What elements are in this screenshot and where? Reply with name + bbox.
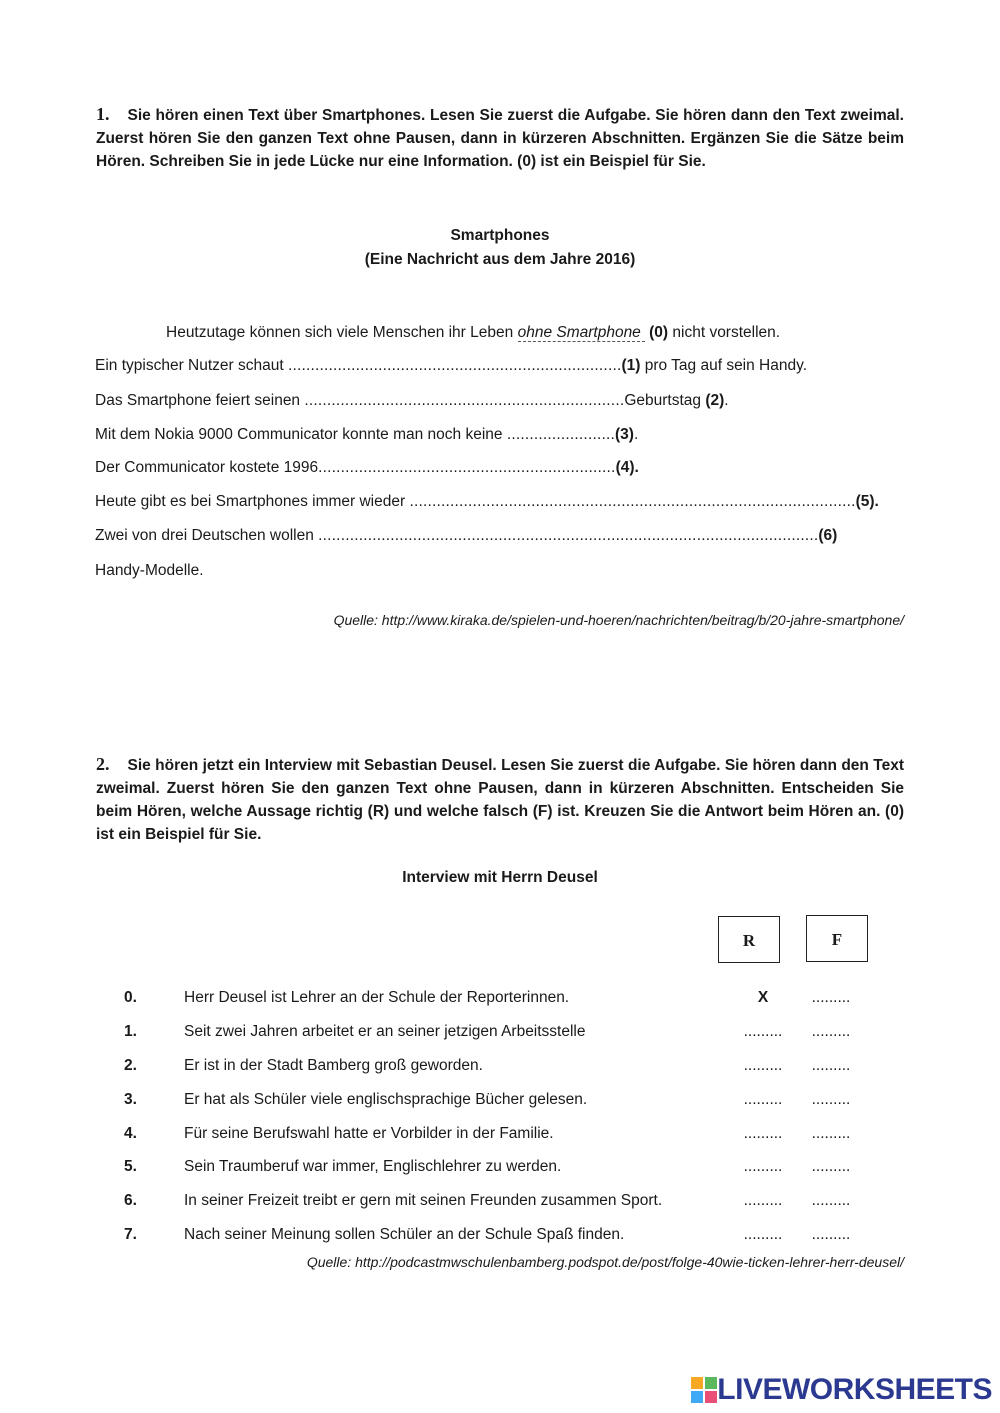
section2-number: 2. <box>96 754 110 774</box>
example-sentence: Heutzutage können sich viele Menschen ihr Leben ohne Smartphone (0) nicht vorstellen. <box>166 324 781 341</box>
gap-3-input[interactable]: ........................ <box>506 426 615 443</box>
answer-r[interactable]: ......... <box>743 1057 783 1074</box>
section1-subtitle: (Eine Nachricht aus dem Jahre 2016) <box>364 251 636 268</box>
section2-instruction-text: Sie hören jetzt ein Interview mit Sebastian Deusel. Lesen Sie zuerst die Aufgabe. Sie hören dann den Text zweimal. Zuerst hören Sie den ganzen Text ohne Pausen, dann in kürzeren Abschnitten. Entscheiden Sie beim Hören, welche Aussage richtig (R) und welche falsch (F) ist. Kreuzen Sie die Antwort beim Hören an. (0) ist ein Beispiel für Sie. <box>96 757 904 843</box>
answer-r[interactable]: ......... <box>743 1091 783 1108</box>
gap-line-4: Der Communicator kostete 1996..................................................................(4). <box>95 459 639 476</box>
section2-instructions <box>96 753 904 846</box>
column-header-f: F <box>806 915 868 962</box>
gap-line-6: Zwei von drei Deutschen wollen ...............................................................................................................(6) <box>95 527 838 544</box>
statement-row: 1. Seit zwei Jahren arbeitet er an seiner jetzigen Arbeitsstelle ......... ......... <box>0 1023 1000 1047</box>
liveworksheets-logo <box>691 1373 992 1407</box>
answer-r[interactable]: ......... <box>743 1023 783 1040</box>
gap-line-1: Ein typischer Nutzer schaut ..........................................................................(1) pro Tag auf sein Handy. <box>95 357 808 374</box>
answer-f[interactable]: ......... <box>811 1091 851 1108</box>
gap-5-input[interactable]: ................................................................................................... <box>409 493 856 510</box>
answer-f[interactable]: ......... <box>811 1158 851 1175</box>
answer-f[interactable]: ......... <box>811 1057 851 1074</box>
statement-row: 7. Nach seiner Meinung sollen Schüler an der Schule Spaß finden. ......... ......... <box>0 1226 1000 1250</box>
gap-6-input[interactable]: ............................................................................................................... <box>318 527 819 544</box>
answer-f[interactable]: ......... <box>811 1226 851 1243</box>
example-answer: ohne Smartphone <box>518 324 645 342</box>
gap-line-6-continuation: Handy-Modelle. <box>95 562 204 579</box>
statement-row: 3. Er hat als Schüler viele englischsprachige Bücher gelesen. ......... ......... <box>0 1091 1000 1115</box>
statement-row: 2. Er ist in der Stadt Bamberg groß geworden. ......... ......... <box>0 1057 1000 1081</box>
answer-r[interactable]: ......... <box>743 1158 783 1175</box>
section1-number: 1. <box>96 104 110 124</box>
liveworksheets-logo-text: LIVEWORKSHEETS <box>717 1373 992 1406</box>
section1-source: Quelle: http://www.kiraka.de/spielen-und-hoeren/nachrichten/beitrag/b/20-jahre-smartphone/ <box>333 612 904 628</box>
answer-r[interactable]: ......... <box>743 1125 783 1142</box>
answer-f[interactable]: ......... <box>811 1125 851 1142</box>
section2-title: Interview mit Herrn Deusel <box>402 869 598 886</box>
answer-r[interactable]: X <box>757 989 769 1006</box>
gap-line-3: Mit dem Nokia 9000 Communicator konnte man noch keine ........................(3). <box>95 426 639 443</box>
statement-row: 4. Für seine Berufswahl hatte er Vorbilder in der Familie. ......... ......... <box>0 1125 1000 1149</box>
section1-instruction-text: Sie hören einen Text über Smartphones. Lesen Sie zuerst die Aufgabe. Sie hören dann den Text zweimal. Zuerst hören Sie den ganzen Text ohne Pausen, dann in kürzeren Abschnitten. Ergänzen Sie die Sätze beim Hören. Schreiben Sie in jede Lücke nur eine Information. (0) ist ein Beispiel für Sie. <box>96 107 904 170</box>
liveworksheets-logo-icon <box>691 1377 717 1403</box>
answer-f[interactable]: ......... <box>811 1023 851 1040</box>
gap-4-input[interactable]: .................................................................. <box>318 459 616 476</box>
statement-row: 5. Sein Traumberuf war immer, Englischlehrer zu werden. ......... ......... <box>0 1158 1000 1182</box>
section1-instructions <box>96 103 904 173</box>
answer-r[interactable]: ......... <box>743 1192 783 1209</box>
section2-source: Quelle: http://podcastmwschulenbamberg.podspot.de/post/folge-40wie-ticken-lehrer-herr-deusel/ <box>306 1254 904 1270</box>
answer-r[interactable]: ......... <box>743 1226 783 1243</box>
gap-line-2: Das Smartphone feiert seinen .......................................................................Geburtstag (2). <box>95 392 729 409</box>
gap-line-5: Heute gibt es bei Smartphones immer wieder ...................................................................................................(5). <box>95 493 879 510</box>
gap-2-input[interactable]: ....................................................................... <box>304 392 625 409</box>
gap-1-input[interactable]: .......................................................................... <box>287 357 622 374</box>
section1-title: Smartphones <box>450 227 550 244</box>
answer-f[interactable]: ......... <box>811 1192 851 1209</box>
answer-f[interactable]: ......... <box>811 989 851 1006</box>
statement-row: 6. In seiner Freizeit treibt er gern mit seinen Freunden zusammen Sport. ......... ......... <box>0 1192 1000 1216</box>
statement-row: 0. Herr Deusel ist Lehrer an der Schule der Reporterinnen. X ......... <box>0 989 1000 1013</box>
column-header-r: R <box>718 916 780 963</box>
